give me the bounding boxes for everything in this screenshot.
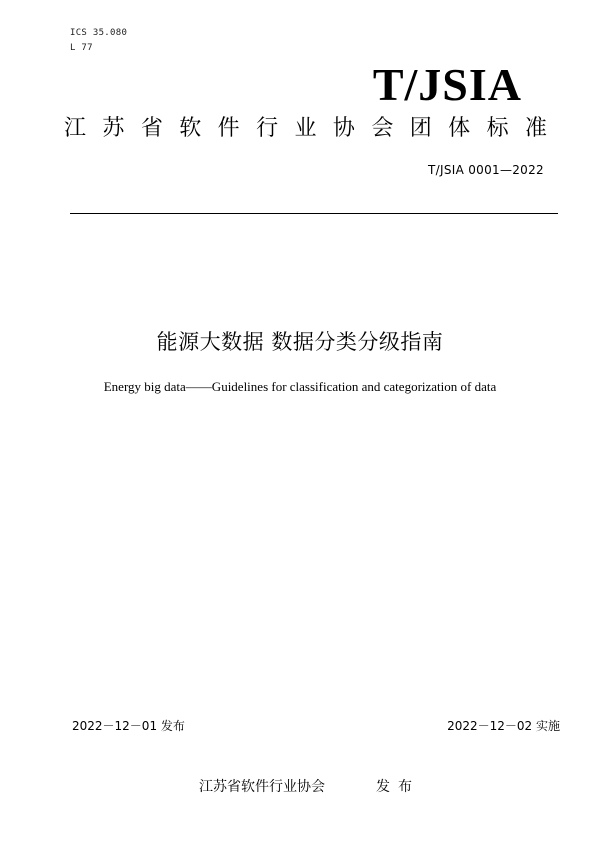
header-divider: [70, 213, 558, 214]
publisher-name: 江苏省软件行业协会: [199, 779, 325, 795]
publish-date: 2022－12－01 发布: [72, 719, 185, 733]
brand-mark: T/JSIA: [372, 59, 522, 110]
ics-code: ICS 35.080: [70, 28, 128, 38]
document-title-english: Energy big data——Guidelines for classification and categorization of data: [103, 379, 497, 394]
publish-label: 发布: [376, 779, 420, 795]
document-title-chinese: 能源大数据 数据分类分级指南: [156, 330, 444, 354]
ccs-code: L 77: [70, 43, 93, 53]
organization-standard-heading: 江苏省软件行业协会团体标准: [64, 116, 556, 141]
standard-number: T/JSIA 0001—2022: [428, 163, 544, 177]
implementation-date: 2022－12－02 实施: [447, 719, 560, 733]
